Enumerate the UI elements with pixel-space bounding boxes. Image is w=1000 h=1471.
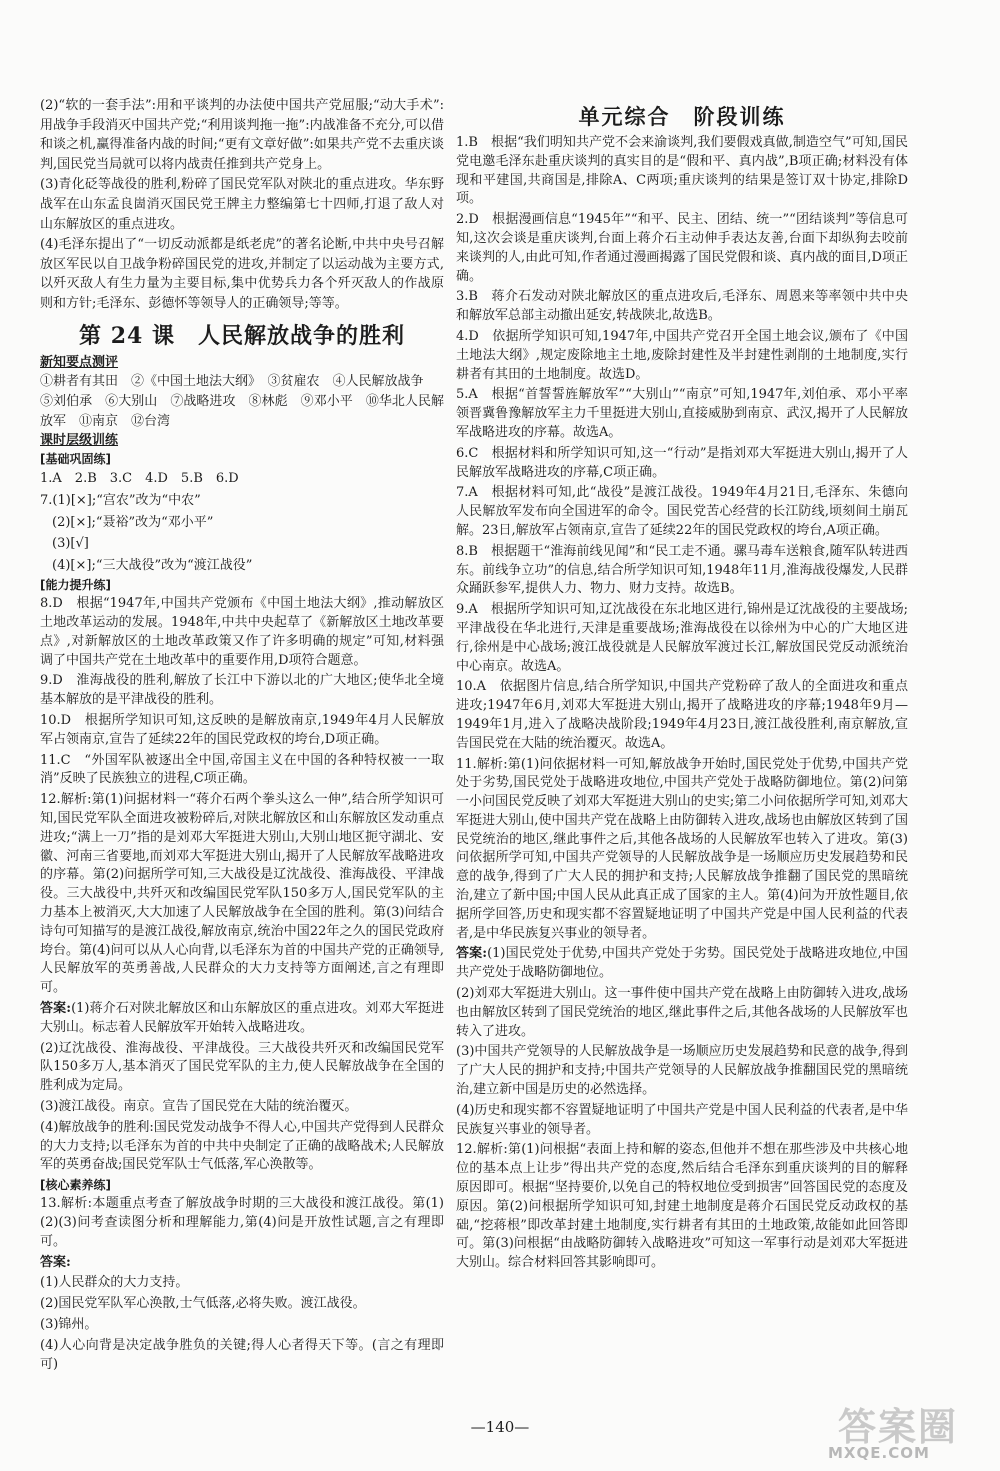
- answer-paragraph: (4)毛泽东提出了“一切反动派都是纸老虎”的著名论断,中共中央号召解放区军民以自卫战争粉碎国民党的进攻,并制定了以运动战为主要方式,以歼灭敌人有生力量为主要目标,集中优势兵力各个歼灭敌人的作战原则和方针;毛泽东、彭德怀等领导人的正确领导;等等。: [40, 237, 444, 311]
- answer-line: 7.(1)[×];“宫农”改为“中农”: [40, 492, 201, 508]
- answer-line: (3)中国共产党领导的人民解放战争是一场顺应历史发展趋势和民意的战争,得到了广大人民的拥护和支持;中国共产党领导的人民解放战争推翻国民党的黑暗统治,建立新中国是历史的必然选择。: [456, 1044, 908, 1098]
- answer-line: (2)辽沈战役、淮海战役、平津战役。三大战役共歼灭和改编国民党军队150多万人,基本消灭了国民党军队的主力,使人民解放战争在全国的胜利成为定局。: [40, 1040, 444, 1094]
- answer-paragraph: (3)青化砭等战役的胜利,粉碎了国民党军队对陕北的重点进攻。华东野战军在山东孟良崮消灭国民党王牌主力整编第七十四师,打退了敌人对山东解放区的重点进攻。: [40, 177, 444, 232]
- answer-label: 答案:: [40, 1001, 72, 1017]
- answer-item: 4.D 依据所学知识可知,1947年,中国共产党召开全国土地会议,颁布了《中国土地法大纲》,规定废除地主土地,废除封建性及半封建性剥削的土地制度,实行耕者有其田的土地制度。故选D。: [456, 328, 908, 382]
- knowledge-points: ⑤刘伯承 ⑥大别山 ⑦战略进攻 ⑧林彪 ⑨邓小平 ⑩华北人民解放军 ⑪南京 ⑫台湾: [40, 394, 444, 429]
- answer-item: 11.解析:第(1)问依据材料一可知,解放战争开始时,国民党处于优势,中国共产党处于劣势,国民党处于战略进攻地位,中国共产党处于战略防御地位。第(2)问第一小问国民党反映了刘邓大军挺进大别山的史实;第二小问依据所学可知,刘邓大军挺进大别山,使中国共产党在战略上由防御转入进攻,战场也由解放区转到了国民党统治的地区,继此事件之后,其他各战场的人民解放军也转入了进攻。第(3)问依据所学可知,中国共产党领导的人民解放战争是一场顺应历史发展趋势和民意的战争,得到了广大人民的拥护和支持;人民解放战争推翻了国民党的黑暗统治,建立了新中国;中国人民从此真正成了国家的主人。第(4)问为开放性题目,依据所学回答,历史和现实都不容置疑地证明了中国共产党是中国人民利益的代表者,是中华民族复兴事业的领导者。: [456, 756, 908, 941]
- exercise-group-label: [基础巩固练]: [40, 452, 111, 467]
- answer-line: (2)刘邓大军挺进大别山。这一事件使中国共产党在战略上由防御转入进攻,战场也由解放区转到了国民党统治的地区,继此事件之后,其他各战场的人民解放军也转入了进攻。: [456, 986, 908, 1039]
- answer-label: 答案:: [40, 1254, 71, 1270]
- answer-line: (2)[×];“聂裕”改为“邓小平”: [52, 514, 214, 530]
- answer-line: (4)人心向背是决定战争胜负的关键;得人心者得天下等。(言之有理即可): [40, 1337, 444, 1372]
- answer-item: 10.D 根据所学知识可知,这反映的是解放南京,1949年4月人民解放军占领南京,宣告了延续22年的国民党政权的垮台,D项正确。: [40, 713, 444, 747]
- answer-line: (1)人民群众的大力支持。: [40, 1275, 189, 1291]
- answer-block: [40, 1000, 444, 1038]
- answer-item: 8.D 根据“1947年,中国共产党颁布《中国土地法大纲》,推动解放区土地改革运动的发展。1948年,中共中央起草了《新解放区土地改革要点》,对新解放区的土地改革政策又作了许多明确的规定”可知,材料强调了中国共产党在土地改革中的重要作用,D项符合题意。: [40, 596, 444, 668]
- answer-line: (4)解放战争的胜利:国民党发动战争不得人心,中国共产党得到人民群众的大力支持;以毛泽东为首的中共中央制定了正确的战略战术;人民解放军的英勇奋战;国民党军队士气低落,军心涣散等。: [40, 1119, 444, 1173]
- answer-item: 9.D 淮海战役的胜利,解放了长江中下游以北的广大地区;使华北全境基本解放的是平津战役的胜利。: [40, 673, 444, 708]
- knowledge-points: ①耕者有其田 ②《中国土地法大纲》 ③贫雇农 ④人民解放战争: [40, 373, 424, 389]
- answer-line: 1.A 2.B 3.C 4.D 5.B 6.D: [40, 471, 239, 487]
- answer-item: 5.A 根据“首誓誓旌解放军”“大别山”“南京”可知,1947年,刘伯承、邓小平率领晋冀鲁豫解放军主力千里挺进大别山,直接威胁到南京、武汉,揭开了人民解放军战略进攻的序幕。故选A。: [456, 387, 908, 440]
- section-heading: 课时层级训练: [40, 433, 119, 449]
- section-heading: 新知要点测评: [40, 354, 119, 370]
- answer-item: 1.B 根据“我们明知共产党不会来渝谈判,我们要假戏真做,制造空气”可知,国民党电邀毛泽东赴重庆谈判的真实目的是“假和平、真内战”,B项正确;材料没有体现和平建国,共商国是,排除A、C两项;重庆谈判的结果是签订双十协定,排除D项。: [456, 135, 908, 207]
- answer-line: (4)[×];“三大战役”改为“渡江战役”: [52, 557, 253, 573]
- answer-line: (1)国民党处于优势,中国共产党处于劣势。国民党处于战略进攻地位,中国共产党处于战略防御地位。: [456, 946, 908, 981]
- exercise-group-label: [核心素养练]: [40, 1178, 111, 1193]
- answer-line: (2)国民党军队军心涣散,士气低落,必将失败。渡江战役。: [40, 1296, 366, 1312]
- watermark-site: MXQE.COM: [828, 1444, 930, 1462]
- answer-line: (3)锦州。: [40, 1316, 98, 1332]
- answer-line: (3)渡江战役。南京。宣告了国民党在大陆的统治覆灭。: [40, 1099, 358, 1114]
- lesson-title: 第 24 课 人民解放战争的胜利: [79, 322, 405, 349]
- answer-block: [40, 1254, 444, 1273]
- answer-line: (1)蒋介石对陕北解放区和山东解放区的重点进攻。刘邓大军挺进大别山。标志着人民解放军开始转入战略进攻。: [40, 1001, 444, 1035]
- left-column: [40, 96, 444, 1376]
- watermark-logo: 答案圈: [838, 1405, 959, 1449]
- answer-block: [456, 945, 908, 983]
- answer-label: 答案:: [456, 946, 488, 962]
- answer-item: 7.A 根据材料可知,此“战役”是渡江战役。1949年4月21日,毛泽东、朱德向人民解放军发布向全国进军的命令。国民党苦心经营的长江防线,顷刻间土崩瓦解。23日,解放军占领南京,宣告了延续22年的国民党政权的垮台,A项正确。: [456, 485, 908, 538]
- answer-line: (4)历史和现实都不容置疑地证明了中国共产党是中国人民利益的代表者,是中华民族复兴事业的领导者。: [456, 1102, 908, 1137]
- answer-item: 13.解析:本题重点考查了解放战争时期的三大战役和渡江战役。第(1)(2)(3)问考查读图分析和理解能力,第(4)问是开放性试题,言之有理即可。: [40, 1196, 444, 1249]
- right-column: [456, 134, 908, 1275]
- unit-title: 单元综合 阶段训练: [578, 104, 786, 129]
- answer-paragraph: (2)“软的一套手法”:用和平谈判的办法使中国共产党屈服;“动大手术”:用战争手段消灭中国共产党;“利用谈判拖一拖”:内战准备不充分,可以借和谈之机,赢得准备内战的时间;“更有文章好做”:如果共产党不去重庆谈判,国民党当局就可以将内战责任推到共产党身上。: [40, 98, 444, 172]
- answer-item: 6.C 根据材料和所学知识可知,这一“行动”是指刘邓大军挺进大别山,揭开了人民解放军战略进攻的序幕,C项正确。: [456, 445, 908, 480]
- answer-item: 2.D 根据漫画信息“1945年”“和平、民主、团结、统一”“团结谈判”等信息可知,这次会谈是重庆谈判,台面上蒋介石主动伸手表达友善,台面下却纵狗去咬前来谈判的人,由此可知,作者通过漫画揭露了国民党假和谈、真内战的面目,D项正确。: [456, 212, 908, 284]
- answer-item: 8.B 根据题干“淮海前线见闻”和“民工走不通。骡马毒车送粮食,随军队转进西东。前线争立功”的信息,结合所学知识可知,1948年11月,淮海战役爆发,人民群众踊跃参军,提供人力、物力、财力支持。故选B。: [456, 543, 908, 597]
- page-number: —140—: [470, 1418, 530, 1436]
- answer-item: 9.A 根据所学知识可知,辽沈战役在东北地区进行,锦州是辽沈战役的主要战场;平津战役在华北进行,天津是重要战场;淮海战役在以徐州为中心的广大地区进行,徐州是中心战场;渡江战役就是人民解放军渡过长江,解放国民党反动派统治中心南京。故选A。: [456, 602, 908, 674]
- answer-item: 12.解析:第(1)问据材料一“蒋介石两个拳头这么一伸”,结合所学知识可知,国民党军队全面进攻被粉碎后,对陕北解放区和山东解放区发动重点进攻;“满上一刀”指的是刘邓大军挺进大别山,大别山地区扼守湖北、安徽、河南三省要地,而刘邓大军挺进大别山,揭开了人民解放军战略进攻的序幕。第(2)问据所学可知,三大战役是辽沈战役、淮海战役、平津战役。三大战役中,共歼灭和改编国民党军队150多万人,国民党军队的主力基本上被消灭,大大加速了人民解放战争在全国的胜利。第(3)问结合诗句可知描写的是渡江战役,解放南京,统治中国22年之久的国民党政府垮台。第(4)问可以从人心向背,以毛泽东为首的中国共产党的正确领导,人民解放军的英勇善战,人民群众的大力支持等方面阐述,言之有理即可。: [40, 792, 444, 996]
- answer-item: 11.C “外国军队被逐出全中国,帝国主义在中国的各种特权被一一取消”反映了民族独立的进程,C项正确。: [40, 752, 444, 787]
- answer-item: 10.A 依据图片信息,结合所学知识,中国共产党粉碎了敌人的全面进攻和重点进攻;1947年6月,刘邓大军挺进大别山,揭开了战略进攻的序幕;1948年9月—1949年1月,进入了战略决战阶段;1949年4月23日,渡江战役胜利,南京解放,宣告国民党在大陆的统治覆灭。故选A。: [456, 679, 908, 751]
- exercise-group-label: [能力提升练]: [40, 578, 111, 593]
- answer-line: (3)[√]: [52, 536, 89, 552]
- answer-item: 3.B 蒋介石发动对陕北解放区的重点进攻后,毛泽东、周恩来等率领中共中央和解放军总部主动撤出延安,转战陕北,故选B。: [456, 289, 908, 324]
- answer-item: 12.解析:第(1)问根据“表面上持和解的姿态,但他并不想在那些涉及中共核心地位的基本点上让步”得出共产党的态度,然后结合毛泽东到重庆谈判的目的解释原因即可。根据“坚持要价,以免自己的特权地位受到损害”回答国民党的态度及原因。第(2)问根据所学知识可知,封建土地制度是蒋介石国民党反动政权的基础,“挖蒋根”即改革封建土地制度,实行耕者有其田的土地政策,故能如此回答即可。第(3)问根据“由战略防御转入战略进攻”可知这一军事行动是刘邓大军挺进大别山。综合材料回答其影响即可。: [456, 1142, 908, 1271]
